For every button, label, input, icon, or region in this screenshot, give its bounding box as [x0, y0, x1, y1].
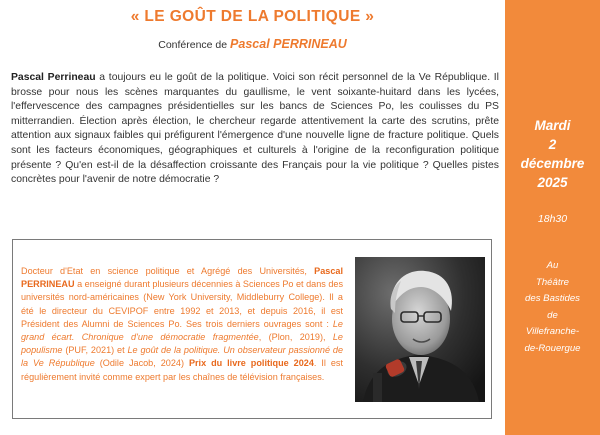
bio-text-5: (Odile Jacob, 2024)	[94, 358, 189, 369]
event-date-number: 2	[548, 137, 557, 152]
venue-line: de-Rouergue	[524, 342, 581, 354]
intro-name: Pascal Perrineau	[11, 72, 96, 83]
bio-paragraph	[21, 265, 343, 384]
bio-text-4: (PUF, 2021) et	[62, 345, 128, 356]
event-day: Mardi	[534, 118, 571, 133]
prize-label: Prix du livre politique 2024	[188, 358, 314, 369]
event-venue	[505, 258, 600, 357]
speaker-photo	[355, 257, 485, 402]
event-date	[505, 116, 600, 192]
bio-text-6: . Il est régulièrement invité comme expert par les chaînes de télévision françaises.	[21, 358, 344, 382]
venue-line: des Bastides	[525, 293, 580, 304]
event-time: 18h30	[537, 213, 568, 225]
conference-subtitle	[0, 37, 505, 51]
intro-paragraph	[11, 71, 499, 188]
bio-text-3: , (Plon, 2019),	[258, 332, 333, 343]
event-month: décembre	[520, 156, 585, 171]
venue-line: Théâtre	[535, 276, 570, 288]
subtitle-prefix: Conférence de	[158, 39, 228, 51]
page-title: « LE GOÛT DE LA POLITIQUE »	[130, 8, 375, 25]
speaker-name: Pascal PERRINEAU	[230, 37, 347, 51]
book-title-2: Le populisme	[21, 332, 343, 356]
book-title-1: Le grand écart. Chronique d'une démocratie fragmentée	[21, 318, 343, 343]
intro-text: a toujours eu le goût de la politique. Voici son récit personnel de la Ve République. Il brosse pour nous les scènes marquantes du gaullisme, le vent soixante-huitard dans les lycées, l'effervescence des campagnes présidentielles sur les bancs de Sciences Po, les coulisses du PS mitterrandien. Élection après élection, le chercheur regarde attentivement la carte des scrutins, prête attention aux signaux faibles qui préfigurent l'émergence d'une nouvelle ligne de fracture politique. Quels sont les facteurs économiques, géographiques et culturels à l'origine de la reconfiguration politique présente ? Qu'en est-il de la désaffection croissante des Français pour la vie politique ? Quelles pistes concrètes pour l'avenir de notre démocratie ?	[11, 72, 499, 186]
venue-line: Au	[546, 260, 559, 271]
event-year: 2025	[537, 175, 568, 190]
venue-line: Villefranche-	[525, 326, 580, 337]
book-title-3: Le goût de la politique. Un observateur passionné de la Ve République	[21, 345, 344, 369]
bio-text-1: Docteur d'Etat en science politique et Agrégé des Universités,	[21, 266, 315, 276]
bio-text-2: a enseigné durant plusieurs décennies à Sciences Po et dans des universités nord-américaines (New York University, Middleburry College). Il a été le directeur du CEVIPOF entre 1992 et 2013, et depuis 2016, il est Président des Alumni de Sciences Po. Ses trois derniers ouvrages sont :	[21, 279, 344, 329]
bio-name: Pascal PERRINEAU	[21, 266, 343, 290]
venue-line: de	[547, 309, 558, 321]
